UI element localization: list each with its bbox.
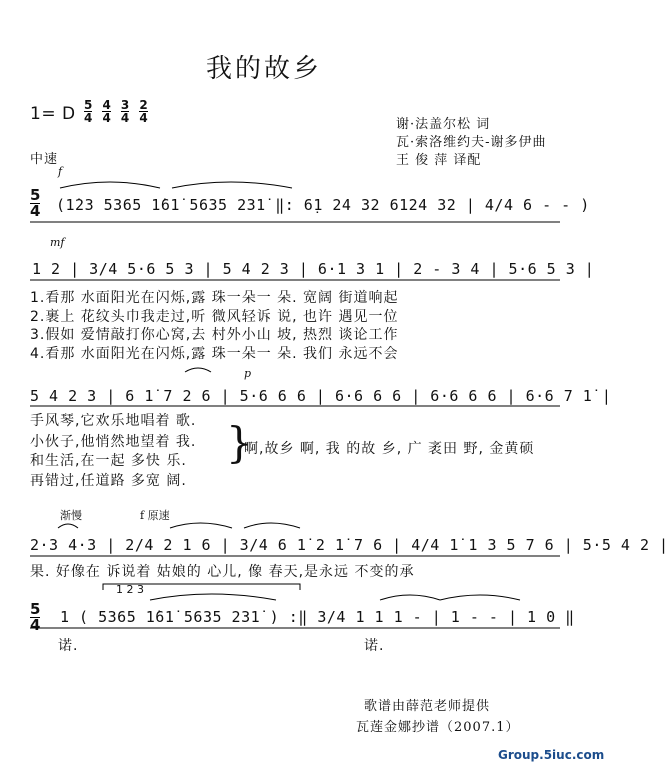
lyric-verse-2: 2.裹上 花纹头巾我走过,听 微风轻诉 说, 也许 遇见一位	[30, 309, 399, 325]
slur	[172, 182, 292, 188]
credit-lyricist: 谢·法盖尔松 词	[396, 117, 491, 132]
slur	[440, 595, 520, 600]
credit-composer: 瓦·索洛维约夫-谢多伊曲	[396, 135, 547, 150]
notes-line-5: 1 ( 5365 1̇61̇ 5635 231̇ ) :‖ 3/4 1 1 1 - | 1 - - | 1 0 ‖	[60, 608, 575, 626]
slur	[170, 523, 232, 528]
slur	[58, 524, 78, 528]
ritardando-mark: 渐慢	[60, 509, 82, 522]
watermark: Group.5iuc.com	[498, 748, 605, 762]
lyric-verse-4: 4.看那 水面阳光在闪烁,露 珠一朵一 朵. 我们 永远不会	[30, 346, 399, 362]
meter-5-4: $\frac{5}{4}$	[84, 98, 93, 125]
dynamic-f: f	[58, 165, 63, 178]
dynamic-p: p	[244, 367, 252, 380]
slur	[244, 523, 300, 528]
meter-3-4: $\frac{3}{4}$	[120, 98, 130, 125]
footer-copyist: 瓦莲金娜抄谱（2007.1）	[356, 720, 520, 735]
lyric-b-3: 和生活,在一起 多快 乐.	[30, 453, 187, 469]
meter-2-4: $\frac{2}{4}$	[139, 98, 148, 125]
meter-4-4: $\frac{4}{4}$	[102, 98, 111, 125]
song-title: 我的故乡	[206, 54, 323, 84]
lyric-b-2: 小伙子,他悄然地望着 我.	[30, 434, 197, 450]
credit-translator: 王 俊 萍 译配	[396, 153, 482, 168]
lyric-b-1: 手风琴,它欢乐地唱着 歌.	[30, 413, 197, 429]
slur	[150, 594, 276, 600]
a-tempo-mark: f 原速	[140, 509, 170, 522]
brace: }	[226, 418, 253, 467]
meter-line1: $\frac{5}{4}$	[30, 186, 41, 220]
notes-line-3: 5 4 2 3 | 6 1̇ 7 2 6 | 5·6 6 6 | 6·6 6 6 | 6·6 6 6 | 6·6 7 1̇ |	[30, 387, 612, 405]
lyric-end-1: 诺.	[58, 638, 79, 654]
lyric-b-4: 再错过,任道路 多宽 阔.	[30, 473, 187, 489]
lyric-verse-1: 1.看那 水面阳光在闪烁,露 珠一朵一 朵. 宽阔 街道响起	[30, 290, 399, 306]
lyric-verse-3: 3.假如 爱情敲打你心窝,去 村外小山 坡, 热烈 谈论工作	[30, 327, 399, 343]
volta-number: 1 2 3	[116, 583, 144, 596]
lyric-line-4: 果. 好像在 诉说着 姑娘的 心儿, 像 春天,是永远 不变的承	[30, 564, 415, 580]
notes-line-2: 1 2 | 3/4 5·6 5 3 | 5 4 2 3 | 6·1 3 1 | 2 - 3 4 | 5·6 5 3 |	[32, 260, 595, 278]
slur	[185, 368, 211, 372]
volta-bracket	[103, 584, 300, 590]
slur	[380, 595, 440, 600]
tempo-mark: 中速	[30, 152, 59, 167]
footer-provider: 歌谱由薛范老师提供	[364, 699, 491, 714]
key-signature: 1= D	[30, 104, 76, 124]
notes-line-1: (1̇23 5365 1̇61̇ 5635 231̇ ‖: 6̣1 24 32 6124 32 | 4/4 6 - - )	[56, 196, 590, 214]
lyric-end-2: 诺.	[364, 638, 385, 654]
meter-line5: $\frac{5}{4}$	[30, 600, 41, 634]
lyric-chorus: 啊,故乡 啊, 我 的故 乡, 广 袤田 野, 金黄硕	[244, 441, 535, 457]
slur	[60, 182, 160, 188]
dynamic-mf: mf	[50, 236, 65, 249]
notes-line-4: 2·3 4·3 | 2/4 2 1 6 | 3/4 6 1̇ 2 1̇ 7 6 | 4/4 1̇ 1 3 5 7 6 | 5·5 4 2 |	[30, 536, 669, 554]
